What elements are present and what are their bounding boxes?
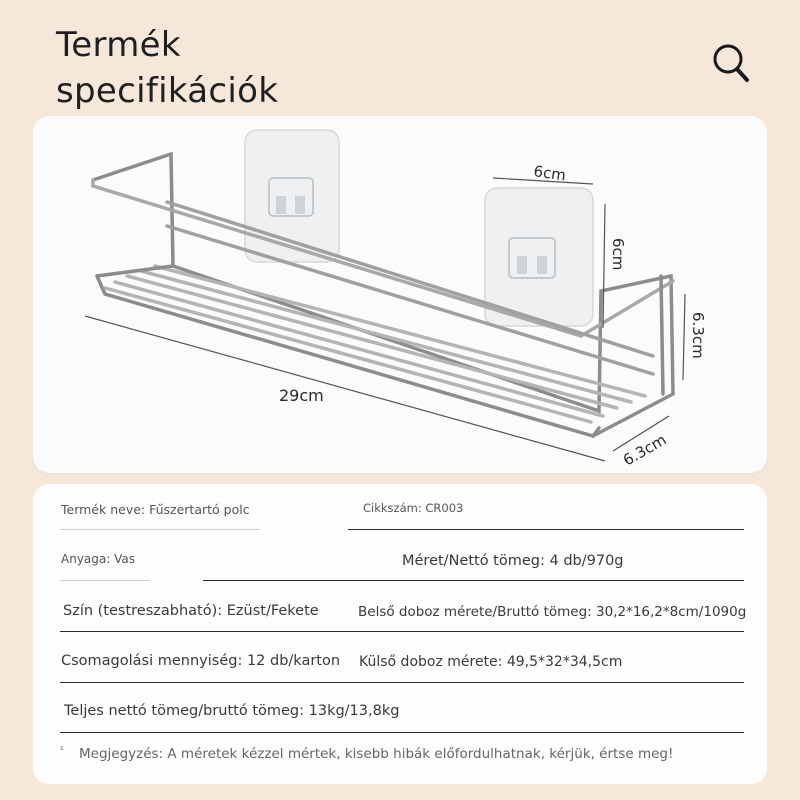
- page-title: [56, 22, 278, 114]
- dimension-width-label: 29cm: [279, 386, 324, 405]
- spec-product-code: Cikkszám: CR003: [363, 501, 464, 515]
- row-divider: [203, 580, 744, 581]
- row-divider: [60, 682, 744, 683]
- dimension-depth-label: 6.3cm: [620, 430, 670, 470]
- dimension-hook-height-label: 6cm: [609, 238, 627, 271]
- spec-total-weight: Teljes nettó tömeg/bruttó tömeg: 13kg/13,8kg: [64, 703, 400, 719]
- adhesive-hook-right: [485, 188, 593, 326]
- spec-table: [33, 484, 767, 784]
- spec-material: Anyaga: Vas: [61, 552, 135, 566]
- spec-color: Szín (testreszabható): Ezüst/Fekete: [63, 603, 319, 619]
- page-title-line2: specifikációk: [56, 71, 279, 111]
- row-divider: [60, 529, 260, 530]
- spec-outer-box: Külső doboz mérete: 49,5*32*34,5cm: [359, 654, 623, 670]
- spec-size-weight: Méret/Nettó tömeg: 4 db/970g: [402, 553, 624, 569]
- product-image-card: [33, 116, 767, 473]
- dimension-lines: [85, 178, 685, 461]
- row-divider: [60, 580, 150, 581]
- note-marker: ¹: [60, 746, 64, 756]
- page-title-line1: Termék: [56, 25, 181, 65]
- dimension-hook-width-label: 6cm: [532, 162, 568, 185]
- row-divider: [60, 631, 744, 632]
- measurement-note: Megjegyzés: A méretek kézzel mértek, kisebb hibák előfordulhatnak, kérjük, értse meg!: [79, 746, 674, 762]
- row-divider: [60, 732, 744, 733]
- row-divider: [348, 529, 744, 530]
- search-button[interactable]: [708, 42, 758, 92]
- spice-rack-illustration: [33, 116, 767, 473]
- spec-product-name: Termék neve: Fűszertartó polc: [61, 502, 250, 517]
- spec-inner-box: Belső doboz mérete/Bruttó tömeg: 30,2*16,2*8cm/1090g: [358, 604, 747, 620]
- dimension-height-label: 6.3cm: [689, 312, 707, 359]
- spec-packing: Csomagolási mennyiség: 12 db/karton: [61, 653, 341, 669]
- search-icon: [708, 42, 758, 92]
